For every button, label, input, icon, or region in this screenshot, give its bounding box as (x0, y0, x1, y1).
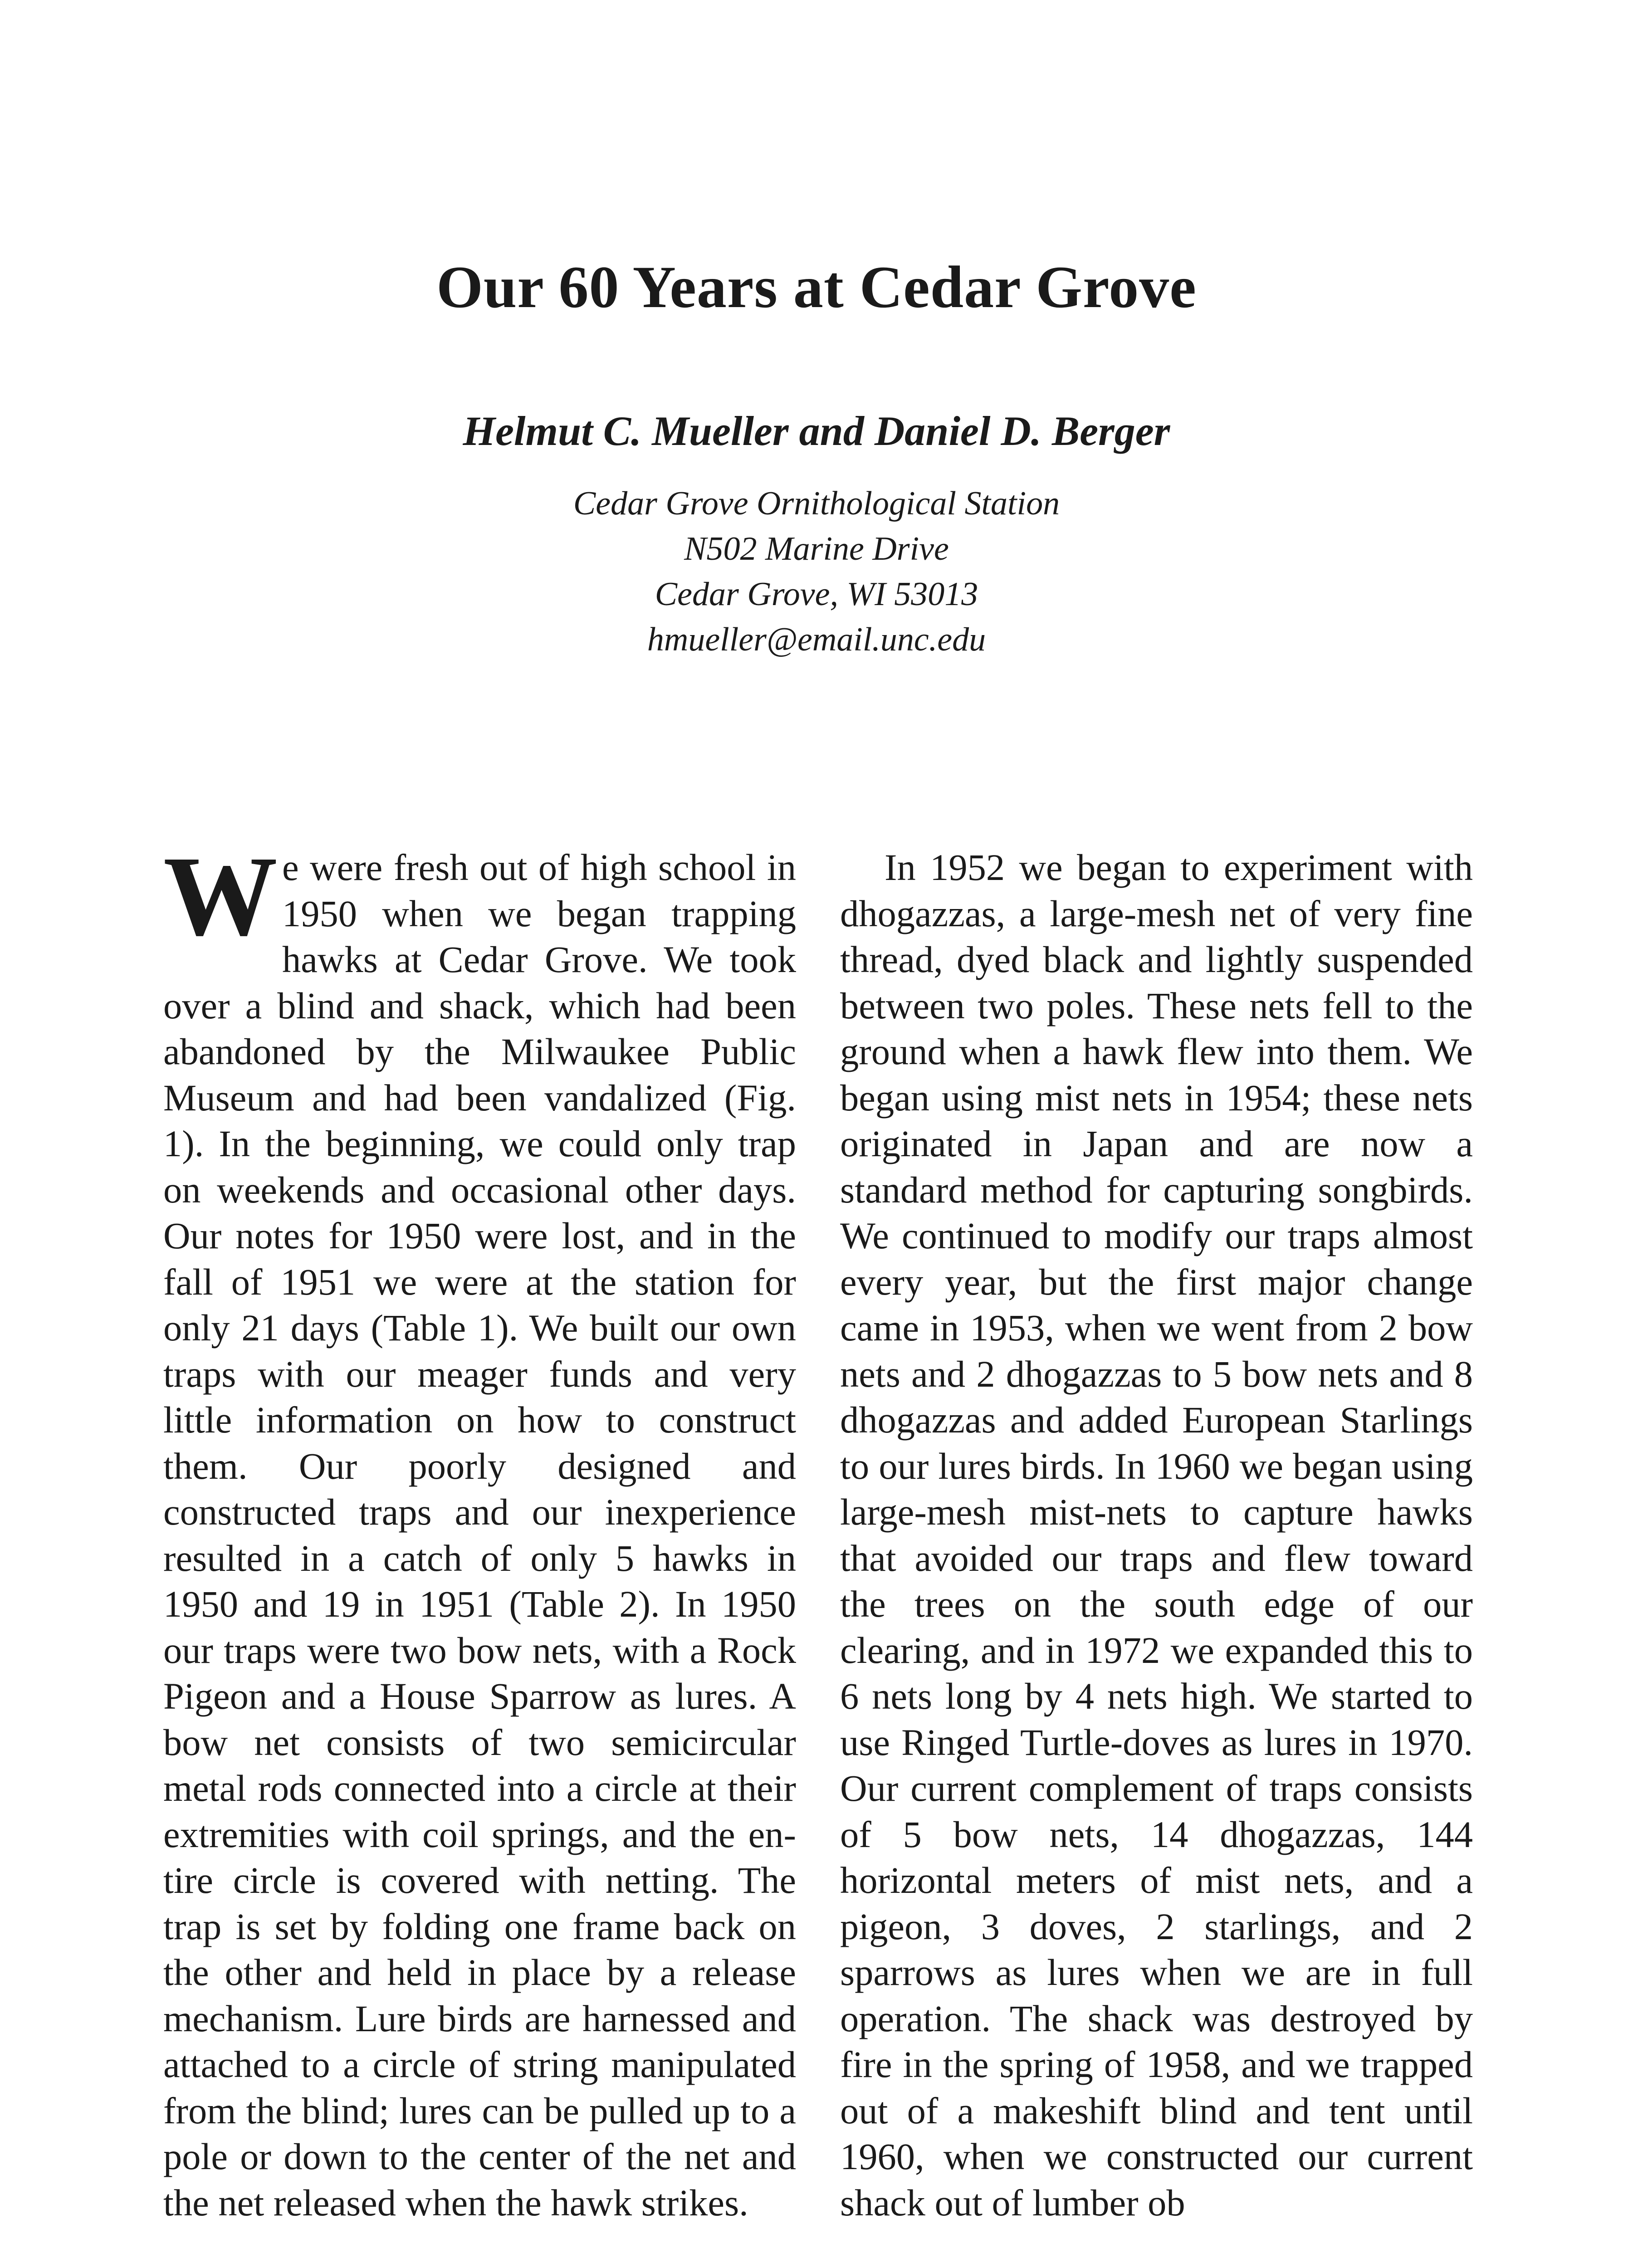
drop-cap: W (163, 832, 278, 959)
body-paragraph (163, 832, 796, 2226)
affiliation-institution: Cedar Grove Ornithological Station (573, 485, 1060, 522)
affiliation-city: Cedar Grove, WI 53013 (655, 576, 978, 613)
affiliation-street: N502 Marine Drive (684, 530, 949, 567)
author-affiliation (0, 481, 1633, 662)
article-title: Our 60 Years at Cedar Grove (436, 254, 1197, 320)
affiliation-email: hmueller@email.unc.edu (647, 621, 986, 658)
body-paragraph-text: e were fresh out of high school in 1950 when we began trapping hawks at Cedar Grove. We took over a blind and shack, which had been abandoned by the Milwaukee Public Museum and had been vandalized (Fig. 1). In the beginning, we could only trap on weekends and occasional other days. Our notes for 1950 were lost, and in the fall of 1951 we were at the station for only 21 days (Table 1). We built our own traps with our meager funds and very little information on how to construct them. Our poorly designed and constructed traps and our inexperience resulted in a catch of only 5 hawks in 1950 and 19 in 1951 (Table 2). In 1950 our traps were two bow nets, with a Rock Pigeon and a House Sparrow as lures. A bow net consists of two semicircular metal rods connected into a circle at their extremities with coil springs, and the entire circle is covered with netting. The trap is set by folding one frame back on the other and held in place by a release mechanism. Lure birds are harnessed and attached to a circle of string manipulated from the blind; lures can be pulled up to a pole or down to the center of the net and the net released when the hawk strikes. (163, 846, 796, 2224)
body-paragraph: In 1952 we began to experiment with dhogazzas, a large-mesh net of very fine thread, dyed black and lightly suspended between two poles. These nets fell to the ground when a hawk flew into them. We began using mist nets in 1954; these nets originated in Japan and are now a standard method for capturing songbirds. We continued to modify our traps almost every year, but the first major change came in 1953, when we went from 2 bow nets and 2 dhogazzas to 5 bow nets and 8 dhogazzas and added European Starlings to our lures birds. In 1960 we began using large-mesh mist-nets to capture hawks that avoided our traps and flew toward the trees on the south edge of our clearing, and in 1972 we expanded this to 6 nets long by 4 nets high. We started to use Ringed Turtle-doves as lures in 1970. Our current complement of traps consists of 5 bow nets, 14 dhogazzas, 144 horizontal meters of mist nets, and a pigeon, 3 doves, 2 starlings, and 2 sparrows as lures when we are in full operation. The shack was destroyed by fire in the spring of 1958, and we trapped out of a makeshift blind and tent until 1960, when we constructed our current shack out of lumber ob (840, 846, 1473, 2224)
body-column-right (840, 845, 1473, 2226)
body-column-left (163, 832, 796, 2226)
article-authors: Helmut C. Mueller and Daniel D. Berger (463, 408, 1170, 454)
